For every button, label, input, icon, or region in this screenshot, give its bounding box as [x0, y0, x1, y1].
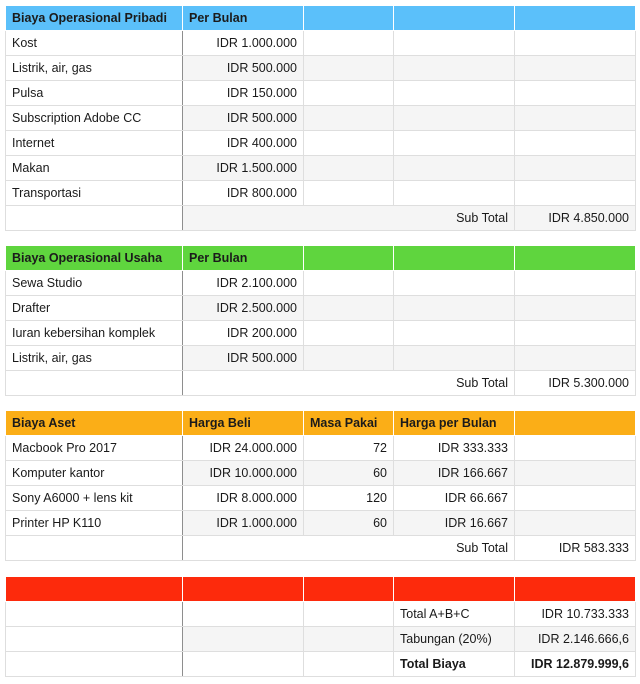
row-amount[interactable]: IDR 150.000: [183, 81, 304, 106]
empty-cell[interactable]: [6, 627, 183, 652]
row-price[interactable]: IDR 1.000.000: [183, 511, 304, 536]
empty-cell[interactable]: [394, 81, 515, 106]
business-title[interactable]: Biaya Operasional Usaha: [6, 246, 183, 271]
empty-cell[interactable]: [515, 296, 636, 321]
table-row: [6, 271, 636, 296]
personal-col-per-month[interactable]: Per Bulan: [183, 6, 304, 31]
row-label[interactable]: Kost: [6, 31, 183, 56]
header-empty-cell[interactable]: [304, 577, 394, 602]
subtotal-value[interactable]: IDR 4.850.000: [515, 206, 636, 231]
empty-cell[interactable]: [515, 271, 636, 296]
subtotal-label[interactable]: Sub Total: [183, 536, 515, 561]
summary-value[interactable]: IDR 2.146.666,6: [515, 627, 636, 652]
summary-row: [6, 627, 636, 652]
row-label[interactable]: Transportasi: [6, 181, 183, 206]
empty-cell[interactable]: [515, 131, 636, 156]
empty-cell[interactable]: [515, 346, 636, 371]
assets-title[interactable]: Biaya Aset: [6, 411, 183, 436]
row-label[interactable]: Komputer kantor: [6, 461, 183, 486]
header-empty-cell[interactable]: [6, 577, 183, 602]
row-monthly[interactable]: IDR 333.333: [394, 436, 515, 461]
personal-costs-table: [5, 5, 636, 231]
row-label[interactable]: Macbook Pro 2017: [6, 436, 183, 461]
row-label[interactable]: Printer HP K110: [6, 511, 183, 536]
row-label[interactable]: Makan: [6, 156, 183, 181]
table-row: [6, 436, 636, 461]
business-header-row: [6, 246, 636, 271]
summary-table: [5, 576, 636, 677]
empty-cell[interactable]: [304, 627, 394, 652]
summary-header-row: [6, 577, 636, 602]
row-label[interactable]: Internet: [6, 131, 183, 156]
table-row: [6, 56, 636, 81]
row-label[interactable]: Iuran kebersihan komplek: [6, 321, 183, 346]
header-empty-cell[interactable]: [515, 411, 636, 436]
row-amount[interactable]: IDR 1.500.000: [183, 156, 304, 181]
personal-title[interactable]: Biaya Operasional Pribadi: [6, 6, 183, 31]
empty-cell[interactable]: [304, 321, 394, 346]
summary-value[interactable]: IDR 10.733.333: [515, 602, 636, 627]
empty-cell[interactable]: [6, 206, 183, 231]
empty-cell[interactable]: [304, 31, 394, 56]
table-row: [6, 461, 636, 486]
header-empty-cell[interactable]: [394, 246, 515, 271]
empty-cell[interactable]: [515, 31, 636, 56]
empty-cell[interactable]: [304, 106, 394, 131]
summary-label[interactable]: Total A+B+C: [394, 602, 515, 627]
assets-col-lifetime[interactable]: Masa Pakai: [304, 411, 394, 436]
row-label[interactable]: Subscription Adobe CC: [6, 106, 183, 131]
row-price[interactable]: IDR 24.000.000: [183, 436, 304, 461]
empty-cell[interactable]: [6, 371, 183, 396]
empty-cell[interactable]: [515, 106, 636, 131]
assets-col-purchase[interactable]: Harga Beli: [183, 411, 304, 436]
empty-cell[interactable]: [394, 346, 515, 371]
empty-cell[interactable]: [394, 156, 515, 181]
row-label[interactable]: Sony A6000 + lens kit: [6, 486, 183, 511]
personal-header-row: [6, 6, 636, 31]
subtotal-label[interactable]: Sub Total: [183, 371, 515, 396]
empty-cell[interactable]: [304, 131, 394, 156]
row-monthly[interactable]: IDR 66.667: [394, 486, 515, 511]
empty-cell[interactable]: [515, 486, 636, 511]
row-label[interactable]: Sewa Studio: [6, 271, 183, 296]
empty-cell[interactable]: [304, 271, 394, 296]
business-costs-table: [5, 245, 636, 396]
table-row: [6, 296, 636, 321]
row-amount[interactable]: IDR 800.000: [183, 181, 304, 206]
subtotal-value[interactable]: IDR 5.300.000: [515, 371, 636, 396]
empty-cell[interactable]: [6, 602, 183, 627]
row-amount[interactable]: IDR 2.100.000: [183, 271, 304, 296]
empty-cell[interactable]: [515, 81, 636, 106]
empty-cell[interactable]: [304, 346, 394, 371]
header-empty-cell[interactable]: [304, 246, 394, 271]
empty-cell[interactable]: [515, 321, 636, 346]
empty-cell[interactable]: [515, 436, 636, 461]
summary-label[interactable]: Tabungan (20%): [394, 627, 515, 652]
table-row: [6, 31, 636, 56]
row-months[interactable]: 60: [304, 461, 394, 486]
subtotal-label[interactable]: Sub Total: [183, 206, 515, 231]
row-monthly[interactable]: IDR 166.667: [394, 461, 515, 486]
empty-cell[interactable]: [183, 627, 304, 652]
empty-cell[interactable]: [304, 56, 394, 81]
table-row: [6, 181, 636, 206]
total-cost-value[interactable]: IDR 12.879.999,6: [515, 652, 636, 677]
row-amount[interactable]: IDR 200.000: [183, 321, 304, 346]
table-row: [6, 81, 636, 106]
row-label[interactable]: Listrik, air, gas: [6, 56, 183, 81]
row-months[interactable]: 60: [304, 511, 394, 536]
empty-cell[interactable]: [304, 181, 394, 206]
empty-cell[interactable]: [394, 321, 515, 346]
business-col-per-month[interactable]: Per Bulan: [183, 246, 304, 271]
subtotal-value[interactable]: IDR 583.333: [515, 536, 636, 561]
row-price[interactable]: IDR 10.000.000: [183, 461, 304, 486]
empty-cell[interactable]: [304, 81, 394, 106]
empty-cell[interactable]: [394, 106, 515, 131]
row-label[interactable]: Pulsa: [6, 81, 183, 106]
asset-costs-table: [5, 410, 636, 561]
row-months[interactable]: 72: [304, 436, 394, 461]
table-row: [6, 346, 636, 371]
empty-cell[interactable]: [394, 31, 515, 56]
header-empty-cell[interactable]: [304, 6, 394, 31]
total-cost-label[interactable]: Total Biaya: [394, 652, 515, 677]
header-empty-cell[interactable]: [515, 6, 636, 31]
row-amount[interactable]: IDR 500.000: [183, 56, 304, 81]
subtotal-row: [6, 206, 636, 231]
assets-col-monthly[interactable]: Harga per Bulan: [394, 411, 515, 436]
header-empty-cell[interactable]: [394, 577, 515, 602]
row-label[interactable]: Drafter: [6, 296, 183, 321]
table-row: [6, 486, 636, 511]
row-amount[interactable]: IDR 500.000: [183, 106, 304, 131]
header-empty-cell[interactable]: [183, 577, 304, 602]
row-amount[interactable]: IDR 500.000: [183, 346, 304, 371]
table-row: [6, 156, 636, 181]
row-amount[interactable]: IDR 2.500.000: [183, 296, 304, 321]
empty-cell[interactable]: [183, 602, 304, 627]
table-row: [6, 511, 636, 536]
empty-cell[interactable]: [515, 56, 636, 81]
assets-header-row: [6, 411, 636, 436]
subtotal-row: [6, 536, 636, 561]
header-empty-cell[interactable]: [515, 246, 636, 271]
table-row: [6, 131, 636, 156]
row-label[interactable]: Listrik, air, gas: [6, 346, 183, 371]
empty-cell[interactable]: [515, 156, 636, 181]
empty-cell[interactable]: [394, 181, 515, 206]
row-amount[interactable]: IDR 1.000.000: [183, 31, 304, 56]
empty-cell[interactable]: [6, 536, 183, 561]
empty-cell[interactable]: [394, 131, 515, 156]
table-row: [6, 321, 636, 346]
empty-cell[interactable]: [304, 156, 394, 181]
summary-row: [6, 602, 636, 627]
empty-cell[interactable]: [183, 652, 304, 677]
empty-cell[interactable]: [394, 296, 515, 321]
empty-cell[interactable]: [394, 271, 515, 296]
empty-cell[interactable]: [304, 652, 394, 677]
row-amount[interactable]: IDR 400.000: [183, 131, 304, 156]
empty-cell[interactable]: [304, 602, 394, 627]
header-empty-cell[interactable]: [515, 577, 636, 602]
empty-cell[interactable]: [515, 511, 636, 536]
empty-cell[interactable]: [304, 296, 394, 321]
empty-cell[interactable]: [6, 652, 183, 677]
row-price[interactable]: IDR 8.000.000: [183, 486, 304, 511]
row-monthly[interactable]: IDR 16.667: [394, 511, 515, 536]
empty-cell[interactable]: [515, 181, 636, 206]
summary-row-total: [6, 652, 636, 677]
subtotal-row: [6, 371, 636, 396]
empty-cell[interactable]: [394, 56, 515, 81]
header-empty-cell[interactable]: [394, 6, 515, 31]
table-row: [6, 106, 636, 131]
empty-cell[interactable]: [515, 461, 636, 486]
row-months[interactable]: 120: [304, 486, 394, 511]
